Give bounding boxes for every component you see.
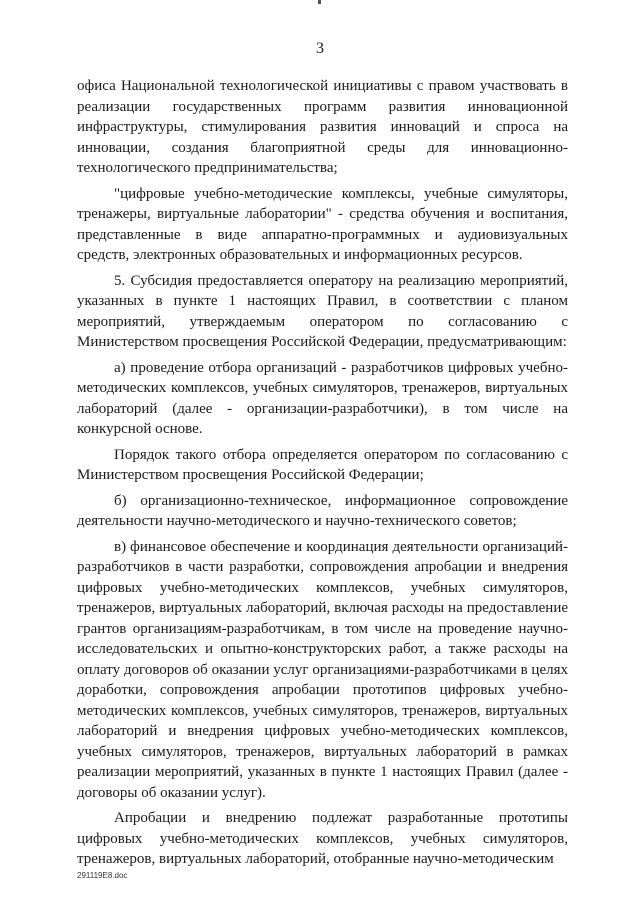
paragraph-item-5: 5. Субсидия предоставляется оператору на реализацию мероприятий, указанных в пункте 1 настоящих Правил, в соответствии с планом мероприятий, утверждаемым оператором по согласованию с Министерством просвещения Российской Федерации, предусматривающим:	[77, 272, 568, 350]
paragraph-selection-procedure: Порядок такого отбора определяется оператором по согласованию с Министерством просвещения Российской Федерации;	[77, 446, 568, 483]
paragraph-continuation: офиса Национальной технологической инициативы с правом участвовать в реализации государственных программ развития инновационной инфраструктуры, стимулирования развития инноваций и спроса на инновации, создания благоприятной среды для инновационно-технологического предпринимательства;	[77, 78, 568, 176]
paragraph-approbation: Апробации и внедрению подлежат разработанные прототипы цифровых учебно-методических комплексов, учебных симуляторов, тренажеров, виртуальных лабораторий, отобранные научно-методическим	[77, 810, 568, 867]
page-edge-mark	[318, 0, 321, 4]
document-body	[77, 76, 568, 870]
page-number: 3	[316, 40, 324, 57]
paragraph-subitem-a: а) проведение отбора организаций - разработчиков цифровых учебно-методических комплексов, учебных симуляторов, тренажеров, виртуальных лабораторий (далее - организации-разработчики), в том числе на конкурсной основе.	[77, 359, 568, 437]
paragraph-definition: "цифровые учебно-методические комплексы, учебные симуляторы, тренажеры, виртуальные лаборатории" - средства обучения и воспитания, представленные в виде аппаратно-программных и аудиовизуальных средств, электронных образовательных и информационных ресурсов.	[77, 185, 568, 263]
paragraph-subitem-b: б) организационно-техническое, информационное сопровождение деятельности научно-методического и научно-технического советов;	[77, 492, 568, 529]
paragraph-subitem-v: в) финансовое обеспечение и координация деятельности организаций-разработчиков в части разработки, сопровождения апробации и внедрения цифровых учебно-методических комплексов, учебных симуляторов, тренажеров, виртуальных лабораторий, включая расходы на предоставление грантов организациям-разработчикам, в том числе на проведение научно-исследовательских и опытно-конструкторских работ, а также расходы на оплату договоров об оказании услуг организациями-разработчиками в целях доработки, сопровождения апробации прототипов цифровых учебно-методических комплексов, учебных симуляторов, тренажеров, виртуальных лабораторий и внедрения цифровых учебно-методических комплексов, учебных симуляторов, тренажеров, виртуальных лабораторий в рамках реализации мероприятий, указанных в пункте 1 настоящих Правил (далее - договоры об оказании услуг).	[77, 538, 568, 801]
footer-file-code: 291119E8.doc	[77, 871, 128, 880]
